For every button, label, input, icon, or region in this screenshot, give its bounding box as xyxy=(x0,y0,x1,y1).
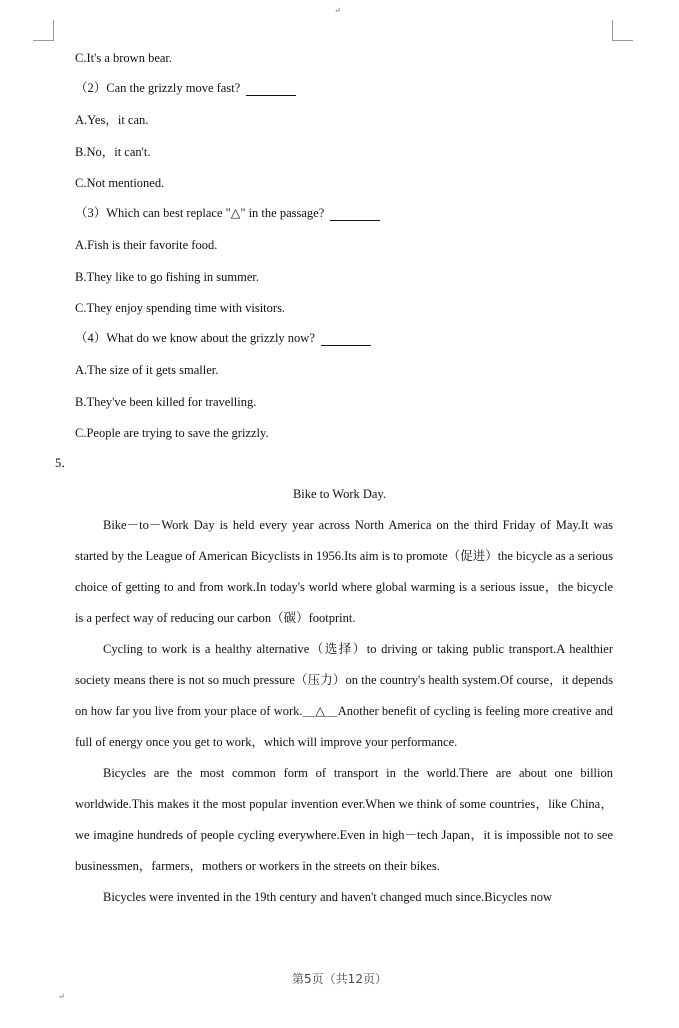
answer-blank[interactable] xyxy=(330,208,380,221)
option-q3-a: A.Fish is their favorite food. xyxy=(75,238,218,252)
paragraph-1: Bike－to－Work Day is held every year across North America on the third Friday of May.It was started by the League of American Bicyclists in 1956.Its aim is to promote（促进）the bicycle as a serious choice of getting to and from work.In today's world where global warming is a serious issue，the bicycle is a perfect way of reducing our carbon（碳）footprint. xyxy=(75,518,613,625)
question-4: （4）What do we know about the grizzly now? xyxy=(75,330,371,346)
option-q2-b: B.No，it can't. xyxy=(75,145,151,159)
passage-body xyxy=(75,510,613,913)
crop-mark-top-left xyxy=(33,20,54,41)
option-q3-c: C.They enjoy spending time with visitors. xyxy=(75,301,286,315)
option-q2-c: C.Not mentioned. xyxy=(75,176,165,190)
bottom-paragraph-mark: ↵ xyxy=(58,992,65,1001)
paragraph-3: Bicycles are the most common form of transport in the world.There are about one billion worldwide.This makes it the most popular invention ever.When we think of some countries，like China，we imagine hundreds of people cycling everywhere.Even in high－tech Japan，it is impossible not to see businessmen，farmers，mothers or workers in the streets on their bikes. xyxy=(75,766,613,873)
answer-blank[interactable] xyxy=(321,333,371,346)
option-q4-b: B.They've been killed for travelling. xyxy=(75,395,257,409)
paragraph-2: Cycling to work is a healthy alternative（选择）to driving or taking public transport.A healthier society means there is not so much pressure（压力）on the country's health system.Of course，it depends on how far you live from your place of work.＿△＿Another benefit of cycling is feeling more creative and full of energy once you get to work，which will improve your performance. xyxy=(75,642,613,749)
passage-title: Bike to Work Day. xyxy=(292,487,387,501)
question-number-5: 5． xyxy=(55,456,74,470)
page-footer: 第5页（共12页） xyxy=(292,972,387,986)
question-2: （2）Can the grizzly move fast? xyxy=(75,80,296,96)
option-q4-c: C.People are trying to save the grizzly. xyxy=(75,426,269,440)
question-3: （3）Which can best replace "△" in the passage? xyxy=(75,205,380,221)
option-q2-a: A.Yes，it can. xyxy=(75,113,149,127)
answer-blank[interactable] xyxy=(246,83,296,96)
paragraph-4: Bicycles were invented in the 19th century and haven't changed much since.Bicycles now xyxy=(103,890,552,904)
option-q1-c: C.It's a brown bear. xyxy=(75,51,173,65)
option-q4-a: A.The size of it gets smaller. xyxy=(75,363,219,377)
crop-mark-top-right xyxy=(612,20,633,41)
option-q3-b: B.They like to go fishing in summer. xyxy=(75,270,260,284)
header-paragraph-mark: ↵ xyxy=(334,6,341,15)
